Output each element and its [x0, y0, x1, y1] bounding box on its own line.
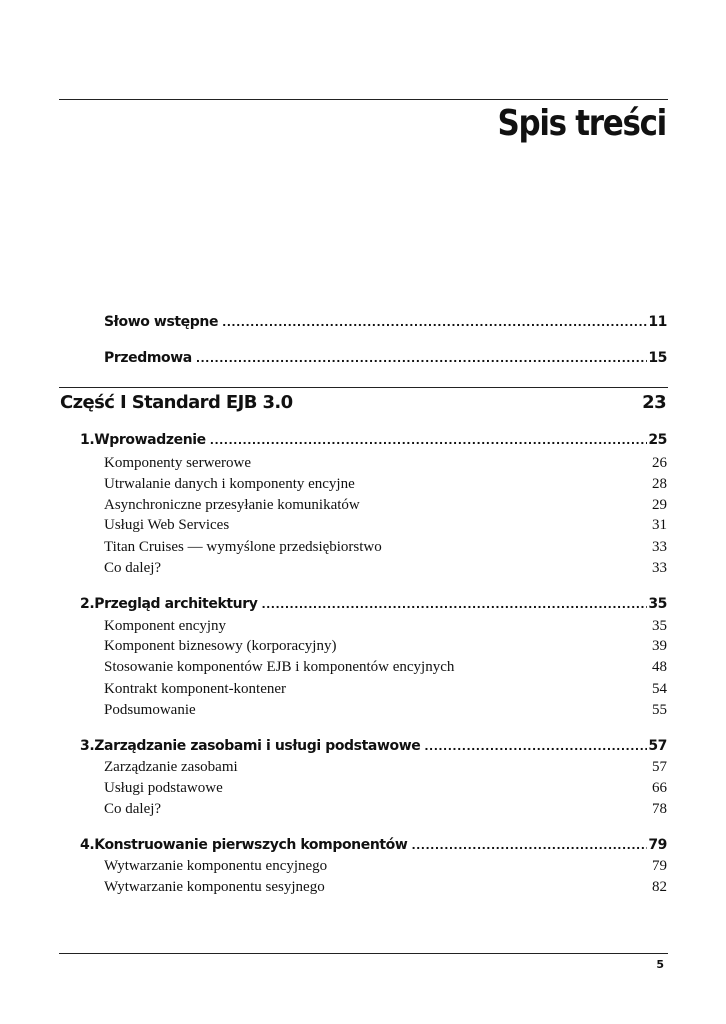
toc-entry-label: Słowo wstępne	[104, 314, 219, 330]
section-label: Kontrakt komponent-kontener	[104, 681, 287, 697]
section-page: 28	[652, 476, 667, 492]
bottom-rule	[59, 953, 668, 954]
page-title: Spis treści	[497, 103, 666, 144]
chapter-label: Przegląd architektury	[94, 596, 258, 612]
toc-section[interactable]	[104, 659, 667, 676]
section-label: Utrwalanie danych i komponenty encyjne	[104, 476, 355, 492]
section-label: Asynchroniczne przesyłanie komunikatów	[104, 497, 360, 513]
section-label: Komponent biznesowy (korporacyjny)	[104, 638, 337, 654]
chapter-label: Wprowadzenie	[94, 432, 206, 448]
toc-section[interactable]	[104, 780, 667, 797]
section-page: 66	[652, 780, 667, 796]
section-label: Komponenty serwerowe	[104, 455, 252, 471]
toc-section[interactable]	[104, 638, 667, 655]
leader-dots	[424, 740, 647, 753]
toc-section[interactable]	[104, 618, 667, 635]
section-label: Usługi podstawowe	[104, 780, 223, 796]
section-page: 33	[652, 539, 667, 555]
leader-dots	[222, 316, 647, 329]
section-page: 82	[652, 879, 667, 895]
section-label: Usługi Web Services	[104, 517, 230, 533]
section-label: Wytwarzanie komponentu encyjnego	[104, 858, 328, 874]
section-label: Zarządzanie zasobami	[104, 759, 238, 775]
section-label: Co dalej?	[104, 560, 162, 576]
section-page: 55	[652, 702, 667, 718]
leader-dots	[411, 839, 647, 852]
toc-section[interactable]	[104, 759, 667, 776]
section-page: 29	[652, 497, 667, 513]
part-rule	[59, 387, 668, 388]
top-rule	[59, 99, 668, 100]
toc-entry-foreword[interactable]	[104, 314, 667, 330]
toc-part-heading[interactable]	[60, 392, 666, 413]
leader-dots	[210, 434, 648, 447]
section-page: 57	[652, 759, 667, 775]
part-label: Część I Standard EJB 3.0	[60, 392, 293, 413]
chapter-page: 25	[648, 432, 667, 448]
chapter-number: 3.	[80, 738, 95, 754]
toc-section[interactable]	[104, 858, 667, 875]
section-label: Wytwarzanie komponentu sesyjnego	[104, 879, 325, 895]
section-label: Komponent encyjny	[104, 618, 227, 634]
chapter-number: 4.	[80, 837, 95, 853]
toc-section[interactable]	[104, 455, 667, 472]
toc-section[interactable]	[104, 801, 667, 818]
leader-dots	[196, 352, 647, 365]
toc-entry-page: 11	[648, 314, 667, 330]
toc-section[interactable]	[104, 681, 667, 698]
toc-chapter-1[interactable]	[80, 432, 667, 448]
toc-chapter-3[interactable]	[80, 738, 667, 754]
toc-entry-label: Przedmowa	[104, 350, 192, 366]
section-label: Stosowanie komponentów EJB i komponentów encyjnych	[104, 659, 455, 675]
toc-entry-page: 15	[648, 350, 667, 366]
toc-section[interactable]	[104, 497, 667, 514]
chapter-label: Konstruowanie pierwszych komponentów	[94, 837, 408, 853]
chapter-page: 57	[648, 738, 667, 754]
toc-section[interactable]	[104, 539, 667, 556]
toc-chapter-4[interactable]	[80, 837, 667, 853]
section-page: 78	[652, 801, 667, 817]
toc-section[interactable]	[104, 560, 667, 577]
section-label: Podsumowanie	[104, 702, 196, 718]
section-page: 31	[652, 517, 667, 533]
chapter-number: 2.	[80, 596, 95, 612]
page-number: 5	[656, 958, 664, 971]
chapter-page: 35	[648, 596, 667, 612]
toc-section[interactable]	[104, 517, 667, 534]
chapter-label: Zarządzanie zasobami i usługi podstawowe	[94, 738, 421, 754]
section-page: 79	[652, 858, 667, 874]
section-page: 33	[652, 560, 667, 576]
toc-section[interactable]	[104, 879, 667, 896]
toc-section[interactable]	[104, 702, 667, 719]
section-label: Co dalej?	[104, 801, 162, 817]
section-page: 39	[652, 638, 667, 654]
chapter-page: 79	[648, 837, 667, 853]
leader-dots	[261, 598, 647, 611]
chapter-number: 1.	[80, 432, 95, 448]
section-page: 54	[652, 681, 667, 697]
section-page: 26	[652, 455, 667, 471]
section-label: Titan Cruises — wymyślone przedsiębiorstwo	[104, 539, 382, 555]
toc-chapter-2[interactable]	[80, 596, 667, 612]
part-page: 23	[642, 392, 666, 413]
toc-entry-preface[interactable]	[104, 350, 667, 366]
section-page: 48	[652, 659, 667, 675]
section-page: 35	[652, 618, 667, 634]
toc-section[interactable]	[104, 476, 667, 493]
